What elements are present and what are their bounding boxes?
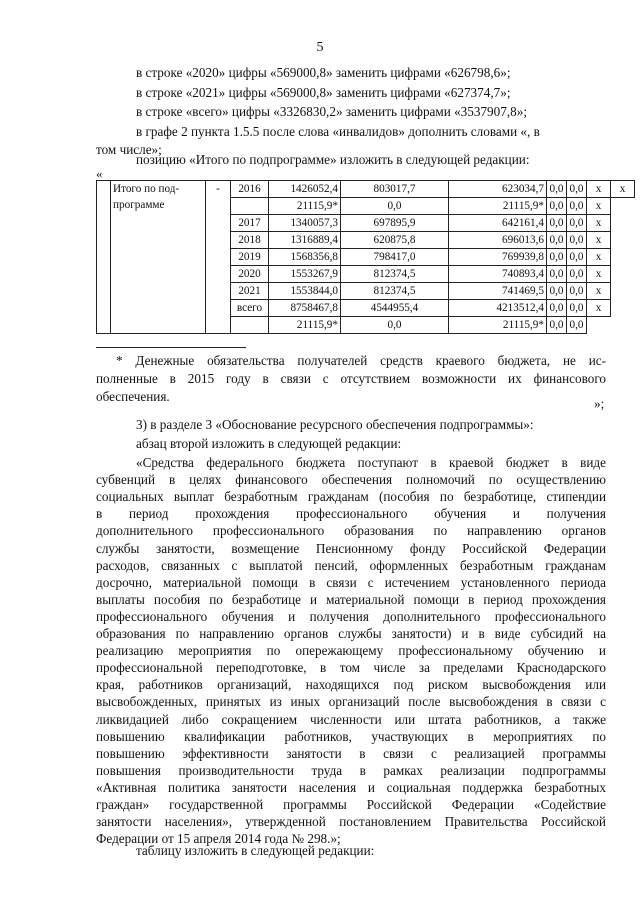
cell-reg: 21115,9* (449, 317, 547, 334)
blank-cell (611, 215, 635, 232)
cell-fed: 803017,7 (341, 181, 449, 198)
cell-x1: х (587, 215, 611, 232)
row-label-line: программе (113, 199, 165, 211)
paragraph-line: ликвидацией либо сокращением численности или штата работников, а также (96, 711, 606, 727)
cell-fed: 0,0 (341, 317, 449, 334)
cell-fed: 620875,8 (341, 232, 449, 249)
paragraph-line: высвобожденных, принятых из иных организаций после высвобождения в связи с (96, 694, 606, 710)
cell-year: 2021 (231, 283, 269, 300)
cell-x1: х (587, 249, 611, 266)
cell-x1: х (587, 266, 611, 283)
blank-cell (611, 232, 635, 249)
cell-m: 0,0 (547, 181, 567, 198)
cell-year (231, 198, 269, 215)
cell-year: 2020 (231, 266, 269, 283)
section-line: 3) в разделе 3 «Обоснование ресурсного обеспечения подпрограммы»: (136, 417, 534, 432)
cell-total: 21115,9* (269, 198, 341, 215)
cell-o: 0,0 (567, 249, 587, 266)
cell-x1: х (587, 232, 611, 249)
cell-fed: 812374,5 (341, 283, 449, 300)
paragraph-line: профессиональной переподготовке, в том числе за пределами Краснодарского (96, 660, 606, 676)
cell-m: 0,0 (547, 266, 567, 283)
cell-o: 0,0 (567, 266, 587, 283)
cell-reg: 642161,4 (449, 215, 547, 232)
cell-m: 0,0 (547, 283, 567, 300)
page-number: 5 (316, 40, 324, 55)
paragraph-line: субвенций в целях финансового обеспечения полномочий по осуществлению (96, 472, 606, 488)
footnote-line: обеспечения. (96, 389, 170, 404)
blank-cell (611, 198, 635, 215)
cell-reg: 21115,9* (449, 198, 547, 215)
cell-total: 21115,9* (269, 317, 341, 334)
paragraph-line: досрочно, материальной помощи в связи с истечением установленного периода (96, 574, 606, 590)
text-line: в строке «2021» цифры «569000,8» заменить цифрами «627374,7»; (136, 85, 511, 100)
cell-year: 2017 (231, 215, 269, 232)
close-quote: »; (594, 396, 605, 411)
paragraph-line: края, работников организаций, находящихся под риском высвобождения или (96, 677, 606, 693)
text-line: позицию «Итого по подпрограмме» изложить в следующей редакции: (136, 152, 530, 167)
cell-total: 1553844,0 (269, 283, 341, 300)
blank-cell (611, 283, 635, 300)
cell-o: 0,0 (567, 215, 587, 232)
paragraph-line: образования по направлению органов службы занятости) и в виде субсидий на (96, 626, 606, 641)
blank-cell (611, 300, 635, 317)
cell-fed: 4544955,4 (341, 300, 449, 317)
blank-cell (611, 266, 635, 283)
footnote-line: полненные в 2015 году в связи с отсутствием возможности их финансового (96, 371, 606, 386)
cell-o: 0,0 (567, 198, 587, 215)
cell-o: 0,0 (567, 232, 587, 249)
cell-total: 8758467,8 (269, 300, 341, 317)
text-line: в графе 2 пункта 1.5.5 после слова «инвалидов» дополнить словами «, в (136, 124, 540, 139)
cell-m: 0,0 (547, 300, 567, 317)
cell-reg: 623034,7 (449, 181, 547, 198)
cell-m: 0,0 (547, 249, 567, 266)
empty-cell (97, 181, 111, 334)
quote-open: « (96, 166, 103, 181)
cell-reg: 740893,4 (449, 266, 547, 283)
cell-x2: х (611, 181, 635, 198)
cell-m: 0,0 (547, 232, 567, 249)
paragraph-line: расходов, связанных с выплатой пенсий, оформленных безработным гражданам (96, 557, 606, 573)
cell-total: 1553267,9 (269, 266, 341, 283)
blank-cell (611, 249, 635, 266)
paragraph-line: повышению эффективности занятости в связи с реализацией программы (96, 745, 606, 761)
cell-x1: х (587, 181, 611, 198)
text-line: в строке «2020» цифры «569000,8» заменить цифрами «626798,6»; (136, 65, 511, 80)
paragraph-line: занятости населения», утвержденной постановлением Правительства Российской (96, 814, 606, 830)
cell-fed: 812374,5 (341, 266, 449, 283)
paragraph-line: в период прохождения профессионального обучения и получения (96, 506, 606, 522)
cell-year (231, 317, 269, 334)
paragraph-line: Федерации от 15 апреля 2014 года № 298.»; (96, 831, 341, 847)
cell-total: 1568356,8 (269, 249, 341, 266)
cell-reg: 696013,6 (449, 232, 547, 249)
cell-o: 0,0 (567, 317, 587, 334)
footnote-line: * Денежные обязательства получателей средств краевого бюджета, не ис- (116, 353, 606, 368)
row-label-line: Итого по под- (113, 183, 180, 195)
paragraph-line: «Активная политика занятости населения и социальная поддержка безработных (96, 779, 606, 795)
text-line: в строке «всего» цифры «3326830,2» заменить цифрами «3537907,8»; (136, 104, 527, 119)
paragraph-line: реализацию мероприятия по опережающему профессиональному обучению и (96, 643, 606, 659)
row-label (111, 181, 206, 334)
cell-m: 0,0 (547, 198, 567, 215)
footnote-rule (96, 347, 246, 348)
cell-m: 0,0 (547, 317, 567, 334)
cell-total: 1340057,3 (269, 215, 341, 232)
cell-fed: 697895,9 (341, 215, 449, 232)
paragraph-line: повышению квалификации работников, участвующих в мероприятиях по (96, 728, 606, 744)
paragraph-line: граждан» государственной программы Российской Федерации «Содействие (96, 797, 606, 812)
paragraph-line: дополнительного профессионального образования по направлению органов (96, 523, 606, 539)
cell-reg: 741469,5 (449, 283, 547, 300)
blank-cell (611, 317, 635, 334)
funding-table (96, 180, 635, 334)
paragraph-line: «Средства федерального бюджета поступают в краевой бюджет в виде (136, 455, 606, 470)
cell-total: 1426052,4 (269, 181, 341, 198)
paragraph-line: социальных выплат безработным гражданам (пособия по безработице, стипендии (96, 489, 606, 505)
cell-reg: 769939,8 (449, 249, 547, 266)
section-line: абзац второй изложить в следующей редакции: (136, 436, 402, 451)
paragraph-line: службы занятости, возмещение Пенсионному фонду Российской Федерации (96, 540, 606, 556)
cell-total: 1316889,4 (269, 232, 341, 249)
cell-year: 2019 (231, 249, 269, 266)
cell-o: 0,0 (567, 300, 587, 317)
cell-reg: 4213512,4 (449, 300, 547, 317)
cell-year: всего (231, 300, 269, 317)
text-line: таблицу изложить в следующей редакции: (136, 843, 375, 858)
cell-x1: х (587, 198, 611, 215)
cell-x1: х (587, 283, 611, 300)
cell-o: 0,0 (567, 283, 587, 300)
cell-fed: 0,0 (341, 198, 449, 215)
cell-year: 2018 (231, 232, 269, 249)
cell-year: 2016 (231, 181, 269, 198)
cell-o: 0,0 (567, 181, 587, 198)
cell-x1 (587, 317, 611, 334)
cell-fed: 798417,0 (341, 249, 449, 266)
cell-m: 0,0 (547, 215, 567, 232)
table-row (97, 181, 635, 198)
cell-x1: х (587, 300, 611, 317)
paragraph-line: профессионального обучения и получения дополнительного профессионального (96, 608, 606, 624)
paragraph-line: выплаты пособия по безработице и материальной помощи в период прохождения (96, 591, 606, 607)
text-line: том числе»; (96, 142, 162, 157)
paragraph-line: повышения производительности труда в рамках реализации подпрограммы (96, 762, 606, 778)
dash-cell: - (206, 181, 231, 334)
